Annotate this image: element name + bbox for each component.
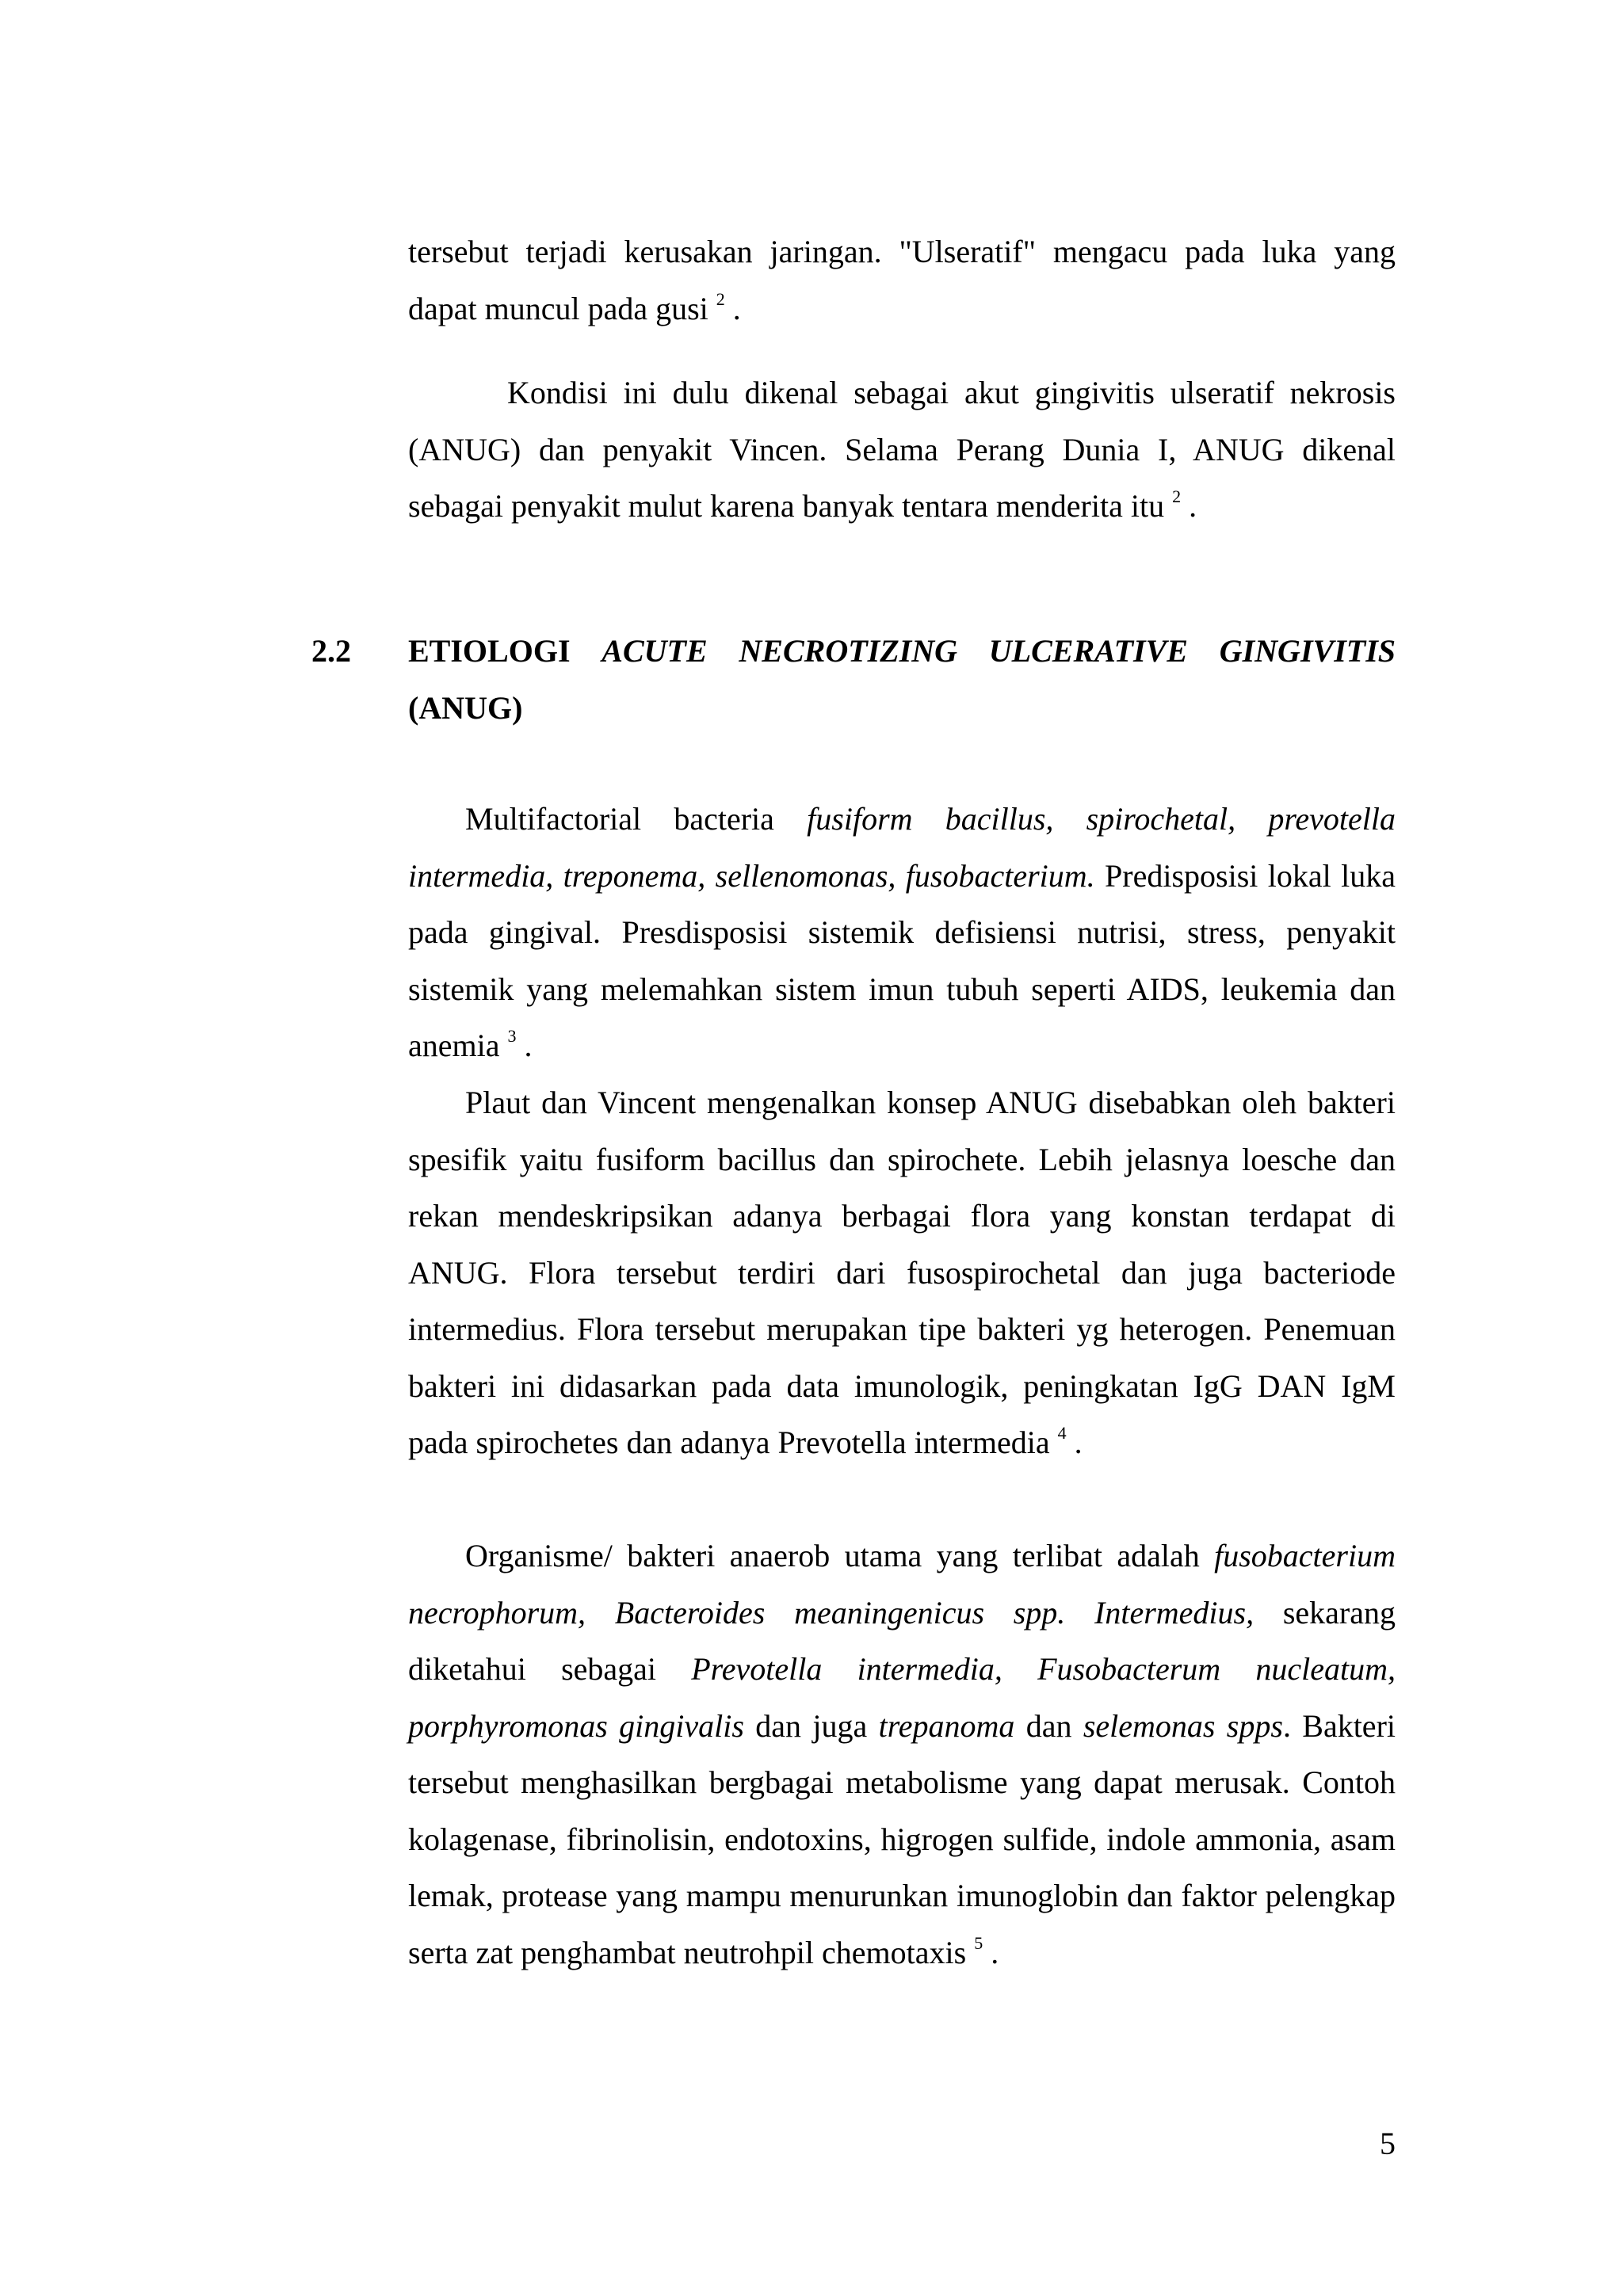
paragraph-text: Multifactorial bacteria xyxy=(465,801,808,837)
citation-ref: 2 xyxy=(716,288,725,309)
paragraph-text: Kondisi ini dulu dikenal sebagai akut gingivitis ulseratif nekrosis (ANUG) dan penyakit Vincen. Selama Perang Dunia I, ANUG dikenal sebagai penyakit mulut karena banyak tentara menderita itu xyxy=(408,375,1396,524)
paragraph-text: dan juga xyxy=(743,1707,879,1744)
bacteria-italic-3: trepanoma xyxy=(878,1707,1015,1744)
bacteria-italic-2: Prevotella intermedia, Fusobacterum nucleatum, porphyromonas gingivalis xyxy=(408,1651,1396,1744)
paragraph-text: . Bakteri tersebut menghasilkan bergbagai metabolisme yang dapat merusak. Contoh kolagenase, fibrinolisin, endotoxins, higrogen sulfide, indole ammonia, asam lemak, protease yang mampu menurunkan imunoglobin dan faktor pelengkap serta zat penghambat neutrohpil chemotaxis xyxy=(408,1707,1396,1970)
bacteria-italic-1: fusobacterium necrophorum, Bacteroides meaningenicus spp. Intermedius, xyxy=(408,1538,1396,1630)
paragraph-plaut-vincent xyxy=(408,1074,1396,1471)
section-number: 2.2 xyxy=(311,633,351,669)
paragraph-anug-history xyxy=(408,364,1396,535)
paragraph-end: . xyxy=(516,1028,533,1063)
paragraph-end: . xyxy=(724,290,741,326)
citation-ref: 5 xyxy=(974,1932,983,1953)
heading-italic-title: ACUTE NECROTIZING ULCERATIVE GINGIVITIS xyxy=(601,633,1396,669)
page-number: 5 xyxy=(1380,2126,1396,2161)
citation-ref: 4 xyxy=(1057,1423,1067,1443)
paragraph-end: . xyxy=(1181,488,1197,524)
paragraph-ulseratif-definition xyxy=(408,223,1396,337)
citation-ref: 2 xyxy=(1172,486,1182,506)
paragraph-end: . xyxy=(983,1934,999,1970)
heading-prefix: ETIOLOGI xyxy=(408,633,571,669)
paragraph-text: Organisme/ bakteri anaerob utama yang terlibat adalah xyxy=(465,1538,1215,1573)
paragraph-text: Predisposisi lokal luka pada gingival. Presdisposisi sistemik defisiensi nutrisi, stress, penyakit sistemik yang melemahkan sistem imun tubuh seperti AIDS, leukemia dan anemia xyxy=(408,857,1396,1063)
paragraph-end: . xyxy=(1066,1425,1083,1460)
paragraph-text: tersebut terjadi kerusakan jaringan. "Ulseratif" mengacu pada luka yang dapat muncul pada gusi xyxy=(408,234,1396,326)
section-heading xyxy=(408,623,1396,736)
paragraph-text: dan xyxy=(1014,1707,1083,1744)
citation-ref: 3 xyxy=(507,1026,517,1046)
bacteria-list-italic: fusiform bacillus, spirochetal, prevotella intermedia, treponema, sellenomonas, fusobacterium. xyxy=(408,801,1396,894)
paragraph-anaerob-bacteria xyxy=(408,1527,1396,1981)
bacteria-italic-4: selemonas spps xyxy=(1083,1707,1283,1744)
paragraph-text: sekarang diketahui sebagai xyxy=(408,1594,1396,1687)
paragraph-multifactorial-bacteria xyxy=(408,791,1396,1074)
heading-suffix: (ANUG) xyxy=(408,689,523,726)
paragraph-text: Plaut dan Vincent mengenalkan konsep ANUG disebabkan oleh bakteri spesifik yaitu fusiform bacillus dan spirochete. Lebih jelasnya loesche dan rekan mendeskripsikan adanya berbagai flora yang konstan terdapat di ANUG. Flora tersebut terdiri dari fusospirochetal dan juga bacteriode intermedius. Flora tersebut merupakan tipe bakteri yg heterogen. Penemuan bakteri ini didasarkan pada data imunologik, peningkatan IgG DAN IgM pada spirochetes dan adanya Prevotella intermedia xyxy=(408,1085,1396,1460)
